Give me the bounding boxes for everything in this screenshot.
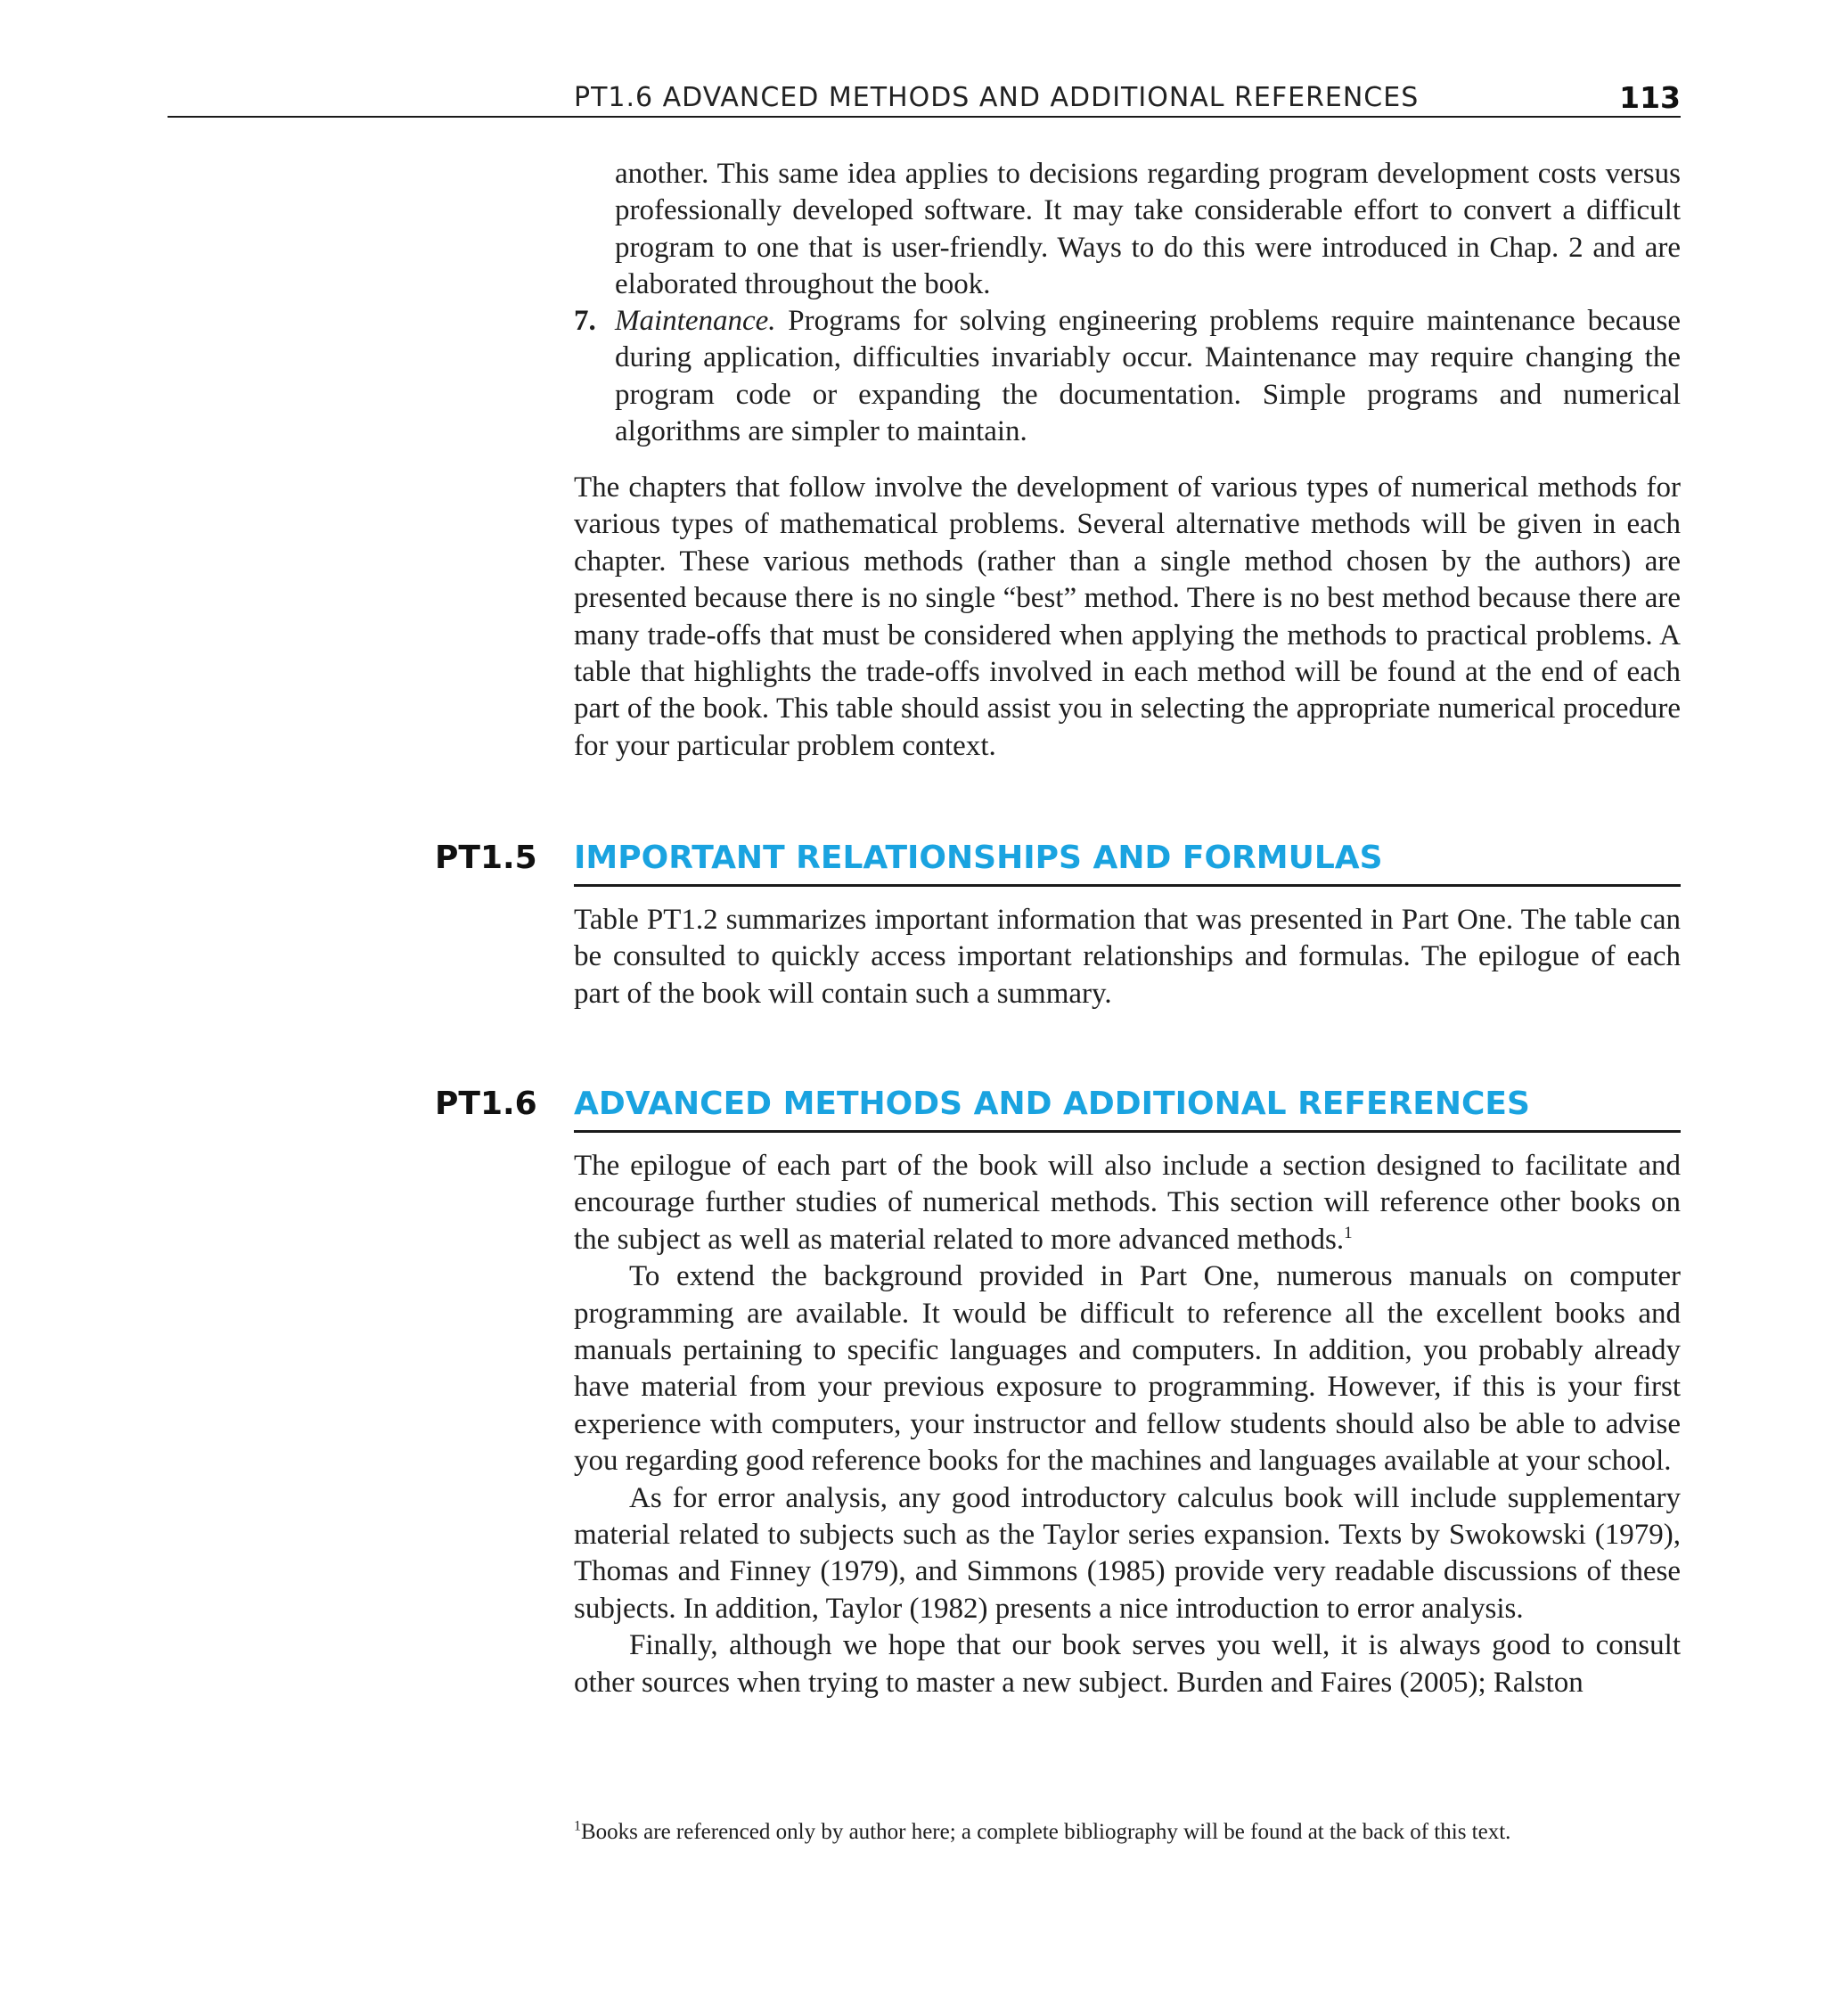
section-title: ADVANCED METHODS AND ADDITIONAL REFERENCES <box>574 1086 1530 1122</box>
section-heading-pt1-6 <box>435 1080 1681 1134</box>
section-pt1-6-paragraph-3: As for error analysis, any good introductory calculus book will include supplementary material related to subjects such as the Taylor series expansion. Texts by Swokowski (1979), Thomas and Finney (1979), and Simmons (1985) provide very readable discussions of these subjects. In addition, Taylor (1982) presents a nice introduction to error analysis. <box>574 1481 1681 1625</box>
footnote <box>574 1818 1681 1847</box>
footnote-marker: 1 <box>574 1818 581 1834</box>
section-pt1-5-paragraph: Table PT1.2 summarizes important information that was presented in Part One. The table can be consulted to quickly access important relationships and formulas. The epilogue of each part of the book will contain such a summary. <box>574 904 1681 1010</box>
section-rule <box>574 1130 1681 1133</box>
list-item-text: Programs for solving engineering problems require maintenance because during application, difficulties invariably occur. Maintenance may require changing the program code or expanding the documentation. Simple programs and numerical algorithms are simpler to maintain. <box>615 305 1681 448</box>
footnote-text: Books are referenced only by author here; a complete bibliography will be found at the back of this text. <box>581 1820 1511 1844</box>
list-item-body <box>615 303 1681 451</box>
running-head-title: PT1.6 ADVANCED METHODS AND ADDITIONAL REFERENCES <box>574 82 1420 113</box>
section-title: IMPORTANT RELATIONSHIPS AND FORMULAS <box>574 840 1383 876</box>
section-rule <box>574 884 1681 887</box>
section-number: PT1.5 <box>435 840 537 876</box>
intro-paragraph-block <box>574 470 1681 765</box>
list-item-title: Maintenance. <box>615 305 776 337</box>
paragraph-text: The epilogue of each part of the book will also include a section designed to facilitate and encourage further studies of numerical methods. This section will reference other books on the subject as well as material related to more advanced methods. <box>574 1150 1681 1256</box>
section-pt1-6-body <box>574 1148 1681 1701</box>
running-head <box>168 82 1681 118</box>
list-item-continuation: another. This same idea applies to decisions regarding program development costs versus professionally developed software. It may take considerable effort to convert a difficult program to one that is user-friendly. Ways to do this were introduced in Chap. 2 and are elaborated throughout the book. <box>615 158 1681 301</box>
section-heading-pt1-5 <box>435 834 1681 888</box>
section-pt1-6-paragraph-1 <box>574 1148 1681 1258</box>
section-number: PT1.6 <box>435 1086 537 1122</box>
section-pt1-5-body <box>574 902 1681 1012</box>
list-item-7 <box>574 303 1681 451</box>
section-pt1-6-paragraph-4: Finally, although we hope that our book serves you well, it is always good to consult other sources when trying to master a new subject. Burden and Faires (2005); Ralston <box>574 1629 1681 1699</box>
section-pt1-6-paragraph-2: To extend the background provided in Part One, numerous manuals on computer programming are available. It would be difficult to reference all the excellent books and manuals pertaining to specific languages and computers. In addition, you probably already have material from your previous exposure to programming. However, if this is your first experience with computers, your instructor and fellow students should also be able to advise you regarding good reference books for the machines and languages available at your school. <box>574 1260 1681 1478</box>
intro-paragraph: The chapters that follow involve the development of various types of numerical methods for various types of mathematical problems. Several alternative methods will be given in each chapter. These various methods (rather than a single method chosen by the authors) are presented because there is no single “best” method. There is no best method because there are many trade-offs that must be considered when applying the methods to practical problems. A table that highlights the trade-offs involved in each method will be found at the end of each part of the book. This table should assist you in selecting the appropriate numerical procedure for your particular problem context. <box>574 471 1681 762</box>
page-number: 113 <box>1619 80 1681 115</box>
list-item-number: 7. <box>574 305 596 337</box>
footnote-reference[interactable]: 1 <box>1344 1223 1353 1242</box>
